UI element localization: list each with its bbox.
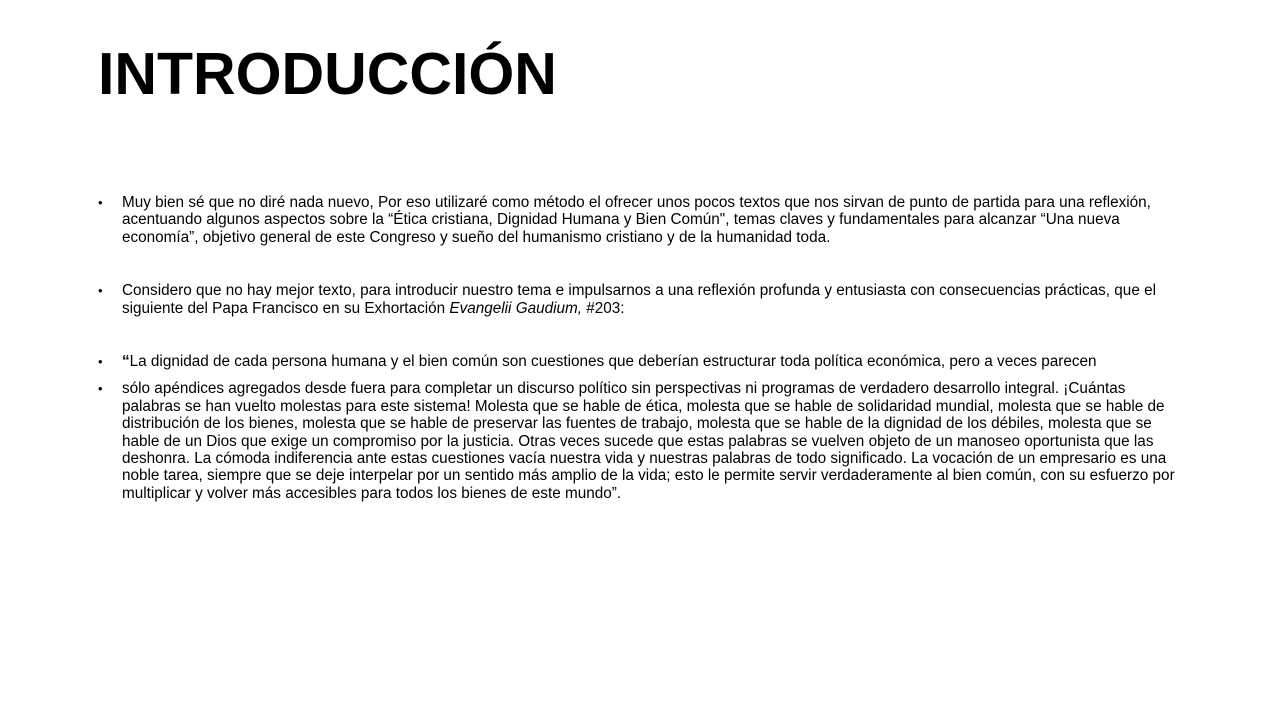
- bullet-text: Considero que no hay mejor texto, para introducir nuestro tema e impulsarnos a una reflexión profunda y entusiasta con consecuencias prácticas, que el siguiente del Papa Francisco en su Exhortación: [122, 282, 1156, 317]
- bullet-list: [98, 194, 1188, 502]
- bullet-dot: •: [98, 381, 103, 397]
- bullet-text: sólo apéndices agregados desde fuera para completar un discurso político sin perspectivas ni programas de verdadero desarrollo integral. ¡Cuántas palabras se han vuelto molestas para este sistema! Molesta que se hable de ética, molesta que se hable de solidaridad mundial, molesta que se hable de distribución de los bienes, molesta que se hable de preservar las fuentes de trabajo, molesta que se hable de la dignidad de los débiles, molesta que se hable de un Dios que exige un compromiso por la justicia. Otras veces sucede que estas palabras se vuelven objeto de un manoseo oportunista que las deshonra. La cómoda indiferencia ante estas cuestiones vacía nuestra vida y nuestras palabras de todo significado. La vocación de un empresario es una noble tarea, siempre que se deje interpelar por un sentido más amplio de la vida; esto le permite servir verdaderamente al bien común, con su esfuerzo por multiplicar y volver más accesibles para todos los bienes de este mundo”.: [122, 380, 1175, 502]
- bullet-dot: •: [98, 283, 103, 299]
- bullet-dot: •: [98, 354, 103, 370]
- bullet-considero: [98, 282, 1188, 317]
- bullet-dot: •: [98, 195, 103, 210]
- bullet-italic-title: Evangelii Gaudium,: [449, 299, 583, 317]
- bullet-quote-start: [98, 353, 1188, 370]
- bullet-text-after: #203:: [582, 299, 625, 317]
- bullet-text: Muy bien sé que no diré nada nuevo, Por eso utilizaré como método el ofrecer unos pocos textos que nos sirvan de punto de partida para una reflexión, acentuando algunos aspectos sobre la “Ética cristiana, Dignidad Humana y Bien Común", temas claves y fundamentales para alcanzar “Una nueva economía”, objetivo general de este Congreso y sueño del humanismo cristiano y de la humanidad toda.: [122, 194, 1151, 246]
- slide-title: INTRODUCCIÓN: [98, 41, 557, 107]
- open-quote: “: [122, 353, 130, 371]
- bullet-intro: [98, 194, 1188, 246]
- bullet-quote-continued: [98, 380, 1188, 502]
- bullet-text: La dignidad de cada persona humana y el bien común son cuestiones que deberían estructurar toda política económica, pero a veces parecen: [129, 353, 1097, 371]
